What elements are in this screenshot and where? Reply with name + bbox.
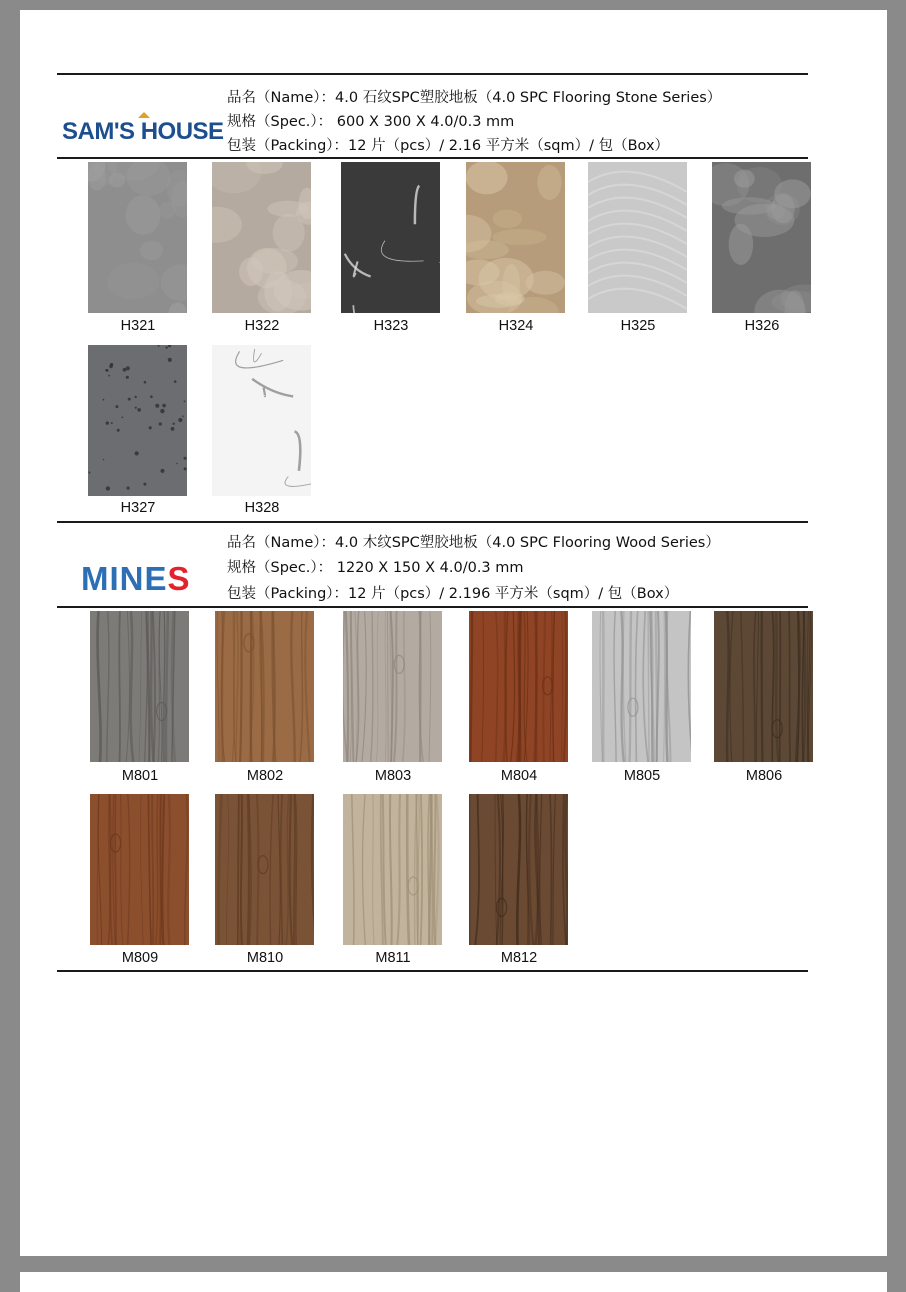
swatch-code-label: M812 [500, 950, 538, 966]
next-page-edge [20, 1272, 887, 1292]
mines-logo-text: MINE [81, 560, 168, 597]
swatch-m812 [469, 794, 568, 945]
stone-name-line: 品名（Name）：4.0 石纹SPC塑胶地板（4.0 SPC Flooring Stone Series） [227, 90, 722, 106]
swatch-code-label: M805 [623, 768, 661, 784]
swatch-code-label: H324 [498, 318, 534, 334]
swatch-m801 [90, 611, 189, 762]
swatch-code-label: M802 [246, 768, 284, 784]
swatch-h321 [88, 162, 187, 313]
swatch-code-label: H328 [244, 500, 280, 516]
swatch-code-label: H322 [244, 318, 280, 334]
swatch-code-label: H325 [620, 318, 656, 334]
swatch-m803 [343, 611, 442, 762]
swatch-h327 [88, 345, 187, 496]
swatch-code-label: M804 [500, 768, 538, 784]
swatch-h322 [212, 162, 311, 313]
stone-header-rule [57, 157, 808, 159]
wood-spec-line: 规格（Spec.）： 1220 X 150 X 4.0/0.3 mm [227, 560, 524, 576]
stone-spec-line: 规格（Spec.）： 600 X 300 X 4.0/0.3 mm [227, 114, 515, 130]
bottom-rule [57, 970, 808, 972]
swatch-m811 [343, 794, 442, 945]
swatch-code-label: H323 [373, 318, 409, 334]
mines-logo-s: S [167, 560, 191, 597]
swatch-h325 [588, 162, 687, 313]
swatch-code-label: H327 [120, 500, 156, 516]
wood-header-rule [57, 606, 808, 608]
swatch-m809 [90, 794, 189, 945]
wood-name-line: 品名（Name）：4.0 木纹SPC塑胶地板（4.0 SPC Flooring Wood Series） [227, 535, 720, 551]
swatch-code-label: M811 [375, 950, 411, 966]
swatch-h326 [712, 162, 811, 313]
swatch-code-label: M801 [121, 768, 159, 784]
swatch-h328 [212, 345, 311, 496]
mines-logo [81, 560, 191, 598]
swatch-m805 [592, 611, 691, 762]
swatch-code-label: M806 [745, 768, 783, 784]
swatch-m804 [469, 611, 568, 762]
swatch-h324 [466, 162, 565, 313]
house-roof-icon [138, 112, 150, 118]
sams-house-logo-text: SAM'S HOUSE [62, 118, 224, 145]
top-rule [57, 73, 808, 75]
swatch-code-label: M810 [246, 950, 284, 966]
sams-house-logo [62, 118, 224, 146]
swatch-code-label: H326 [744, 318, 780, 334]
swatch-m806 [714, 611, 813, 762]
swatch-h323 [341, 162, 440, 313]
swatch-code-label: M803 [374, 768, 412, 784]
wood-packing-line: 包装（Packing）：12 片（pcs）/ 2.196 平方米（sqm）/ 包（Box） [227, 586, 679, 602]
swatch-m802 [215, 611, 314, 762]
stone-packing-line: 包装（Packing）：12 片（pcs）/ 2.16 平方米（sqm）/ 包（Box） [227, 138, 670, 154]
swatch-m810 [215, 794, 314, 945]
swatch-code-label: M809 [121, 950, 159, 966]
section-divider-rule [57, 521, 808, 523]
swatch-code-label: H321 [120, 318, 156, 334]
